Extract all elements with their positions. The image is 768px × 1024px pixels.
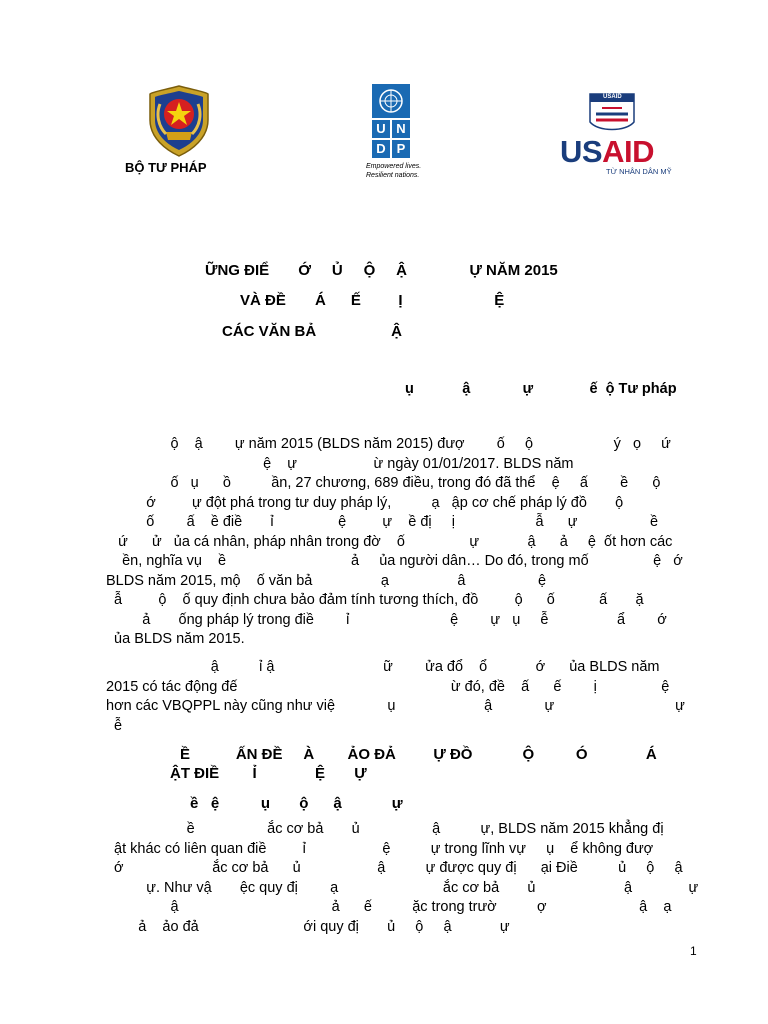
para2-line: ễ — [106, 717, 123, 734]
intro-line: ẫ ộ ố quy định chưa bảo đảm tính tương thích, đồ ộ ố ấ ặ — [106, 592, 644, 608]
para3-line: ự. Như vậ ệc quy đị ạ ắc cơ bả ủ ậ ự — [106, 879, 699, 896]
intro-line: ền, nghĩa vụ ề ả ủa người dân… Do đó, trong mố ệ ớ — [106, 553, 683, 569]
para3-line: ậ ả ế ặc trong trườ ợ ậ ạ — [106, 899, 672, 915]
intro-line: ệ ự ừ ngày 01/01/2017. BLDS năm — [106, 455, 574, 472]
para2-line: hơn các VBQPPL này cũng như việ ụ ậ ự ự — [106, 698, 685, 714]
doc-title-line-1: ỮNG ĐIỂ Ớ Ủ Ộ Ậ Ự NĂM 2015 — [205, 262, 558, 279]
para3-line: ề ắc cơ bả ủ ậ ự, BLDS năm 2015 khẳng đị — [106, 821, 664, 837]
undp-logo — [372, 84, 410, 158]
paragraph-2 — [106, 658, 698, 736]
para3-line: ớ ắc cơ bả ủ ậ ự được quy đị ại Điề ủ ộ ậ — [106, 860, 683, 876]
doc-title-line-2: VÀ ĐỀ Á Ế Ị Ệ — [240, 292, 505, 309]
intro-line: ố ụ ồ ần, 27 chương, 689 điều, trong đó đã thể ệ ấ ề ộ — [106, 475, 661, 491]
para2-line: 2015 có tác động đế ừ đó, đề ấ ế ị ệ — [106, 678, 670, 695]
intro-paragraph — [106, 435, 698, 650]
intro-line: BLDS năm 2015, mộ ố văn bả ạ â ệ — [106, 572, 547, 589]
undp-letter-p: P — [392, 140, 410, 158]
intro-line: ứ ử ủa cá nhân, pháp nhân trong đờ ố ự ậ ả ệ ốt hơn các — [106, 533, 673, 550]
intro-line: ả ống pháp lý trong điề ỉ ệ ự ụ ễ ẩ ớ — [106, 611, 667, 628]
usaid-badge-text: USAID — [603, 94, 622, 100]
para2-line: ậ ỉ ậ ữ ửa đổ ổ ớ ủa BLDS năm — [106, 659, 660, 675]
moj-label: BỘ TƯ PHÁP — [125, 160, 207, 175]
doc-title-line-3: CÁC VĂN BẢ Ậ — [222, 323, 403, 340]
subheading: ề ệ ụ ộ ậ ự — [190, 795, 403, 812]
usaid-wordmark: USAID — [560, 134, 654, 169]
usaid-subtitle: TỪ NHÂN DÂN MỸ — [606, 167, 672, 176]
moj-emblem — [146, 84, 212, 158]
para3-line: ả ảo đả ới quy đị ủ ộ ậ ự — [106, 918, 510, 935]
intro-line: ớ ự đột phá trong tư duy pháp lý, ạ ập cơ chế pháp lý đồ ộ — [106, 494, 624, 511]
section-heading-line-1: Ề ẤN ĐỀ À ẢO ĐẢ Ự ĐỒ Ộ Ó Á — [180, 746, 657, 763]
intro-line: ố ấ ề điề ỉ ệ ự ề đị ị ẫ ự ề — [106, 514, 659, 530]
undp-tagline-2: Resilient nations. — [366, 172, 420, 179]
undp-letter-u: U — [372, 120, 390, 138]
paragraph-3 — [106, 820, 698, 937]
author-line: ụ ậ ự ế ộ Tư pháp — [405, 381, 677, 397]
undp-letter-d: D — [372, 140, 390, 158]
section-heading-line-2: ẬT ĐIỀ Ỉ Ệ Ự — [170, 765, 367, 782]
undp-tagline-1: Empowered lives. — [366, 163, 422, 170]
intro-line: ủa BLDS năm 2015. — [106, 631, 245, 647]
para3-line: ật khác có liên quan điề ỉ ệ ự trong lĩnh vự ụ ể không đượ — [106, 840, 654, 857]
undp-letter-n: N — [392, 120, 410, 138]
un-emblem-icon — [372, 84, 410, 118]
intro-line: ộ ậ ự năm 2015 (BLDS năm 2015) đượ ố ộ ý ọ ứ — [106, 436, 671, 452]
page-number: 1 — [690, 944, 697, 958]
